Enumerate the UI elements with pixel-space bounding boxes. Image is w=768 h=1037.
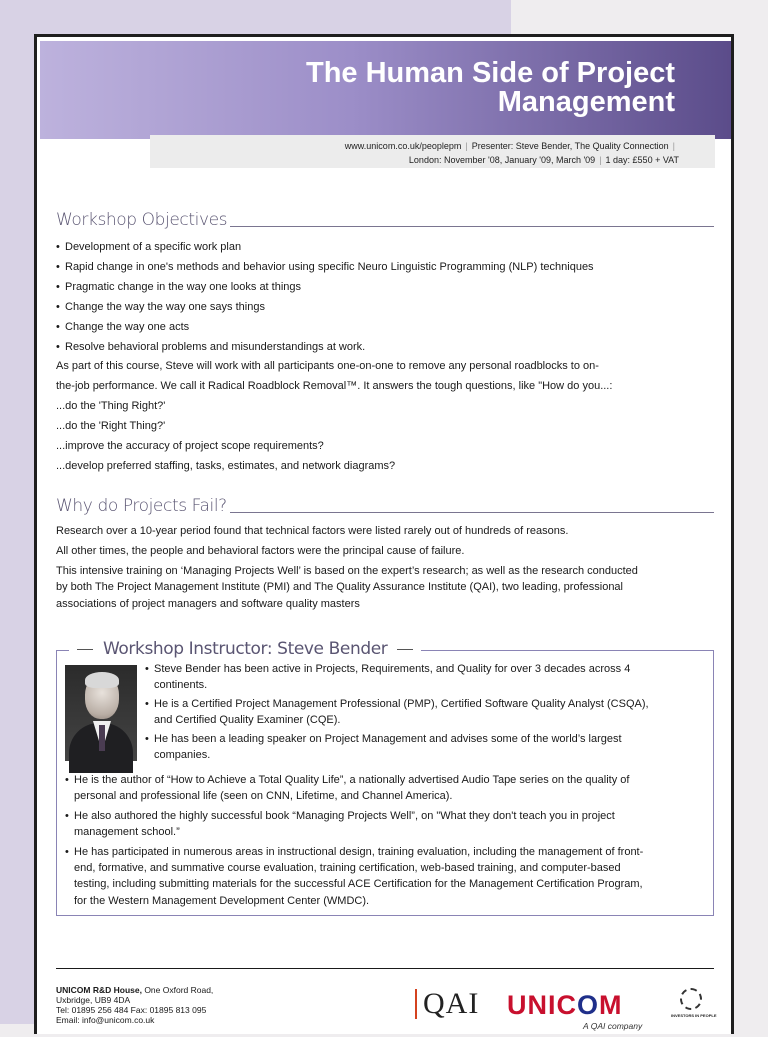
fail-paragraph: Research over a 10-year period found that technical factors were listed rarely out of hundreds of reasons.: [56, 525, 569, 537]
fail-body: [56, 523, 716, 612]
fail-paragraph-line: This intensive training on ‘Managing Projects Well’ is based on the expert’s research; as well as the research conducted: [56, 564, 638, 577]
company-name: UNICOM R&D House,: [56, 985, 142, 995]
instructor-bullets-top: [145, 661, 707, 763]
objectives-heading: Workshop Objectives: [56, 210, 714, 230]
page-title: [306, 59, 675, 117]
objectives-body: [56, 239, 716, 478]
instructor-bullet: • He has been a leading speaker on Project Management and advises some of the world’s largest companies.: [145, 731, 707, 764]
header-banner: [40, 41, 731, 139]
fail-paragraph-line: associations of project managers and software quality masters: [56, 597, 360, 610]
objectives-paragraph-line: the-job performance. We call it Radical Roadblock Removal™. It answers the tough questions, like "How do you...:: [56, 380, 613, 393]
fail-heading: Why do Projects Fail?: [56, 496, 714, 516]
objective-item: • Change the way one acts: [56, 319, 716, 335]
instructor-heading: Workshop Instructor: Steve Bender: [69, 639, 421, 659]
instructor-panel: [56, 639, 714, 916]
instructor-photo: [65, 665, 137, 761]
title-line-1: The Human Side of Project: [306, 57, 675, 89]
course-url-link[interactable]: www.unicom.co.uk/peoplepm: [344, 141, 462, 151]
qai-company-tagline: A QAI company: [583, 1021, 643, 1031]
question-item: ...do the 'Thing Right?': [56, 400, 166, 413]
unicom-logo: UNICOM: [507, 990, 623, 1020]
instructor-bullet: • He also authored the highly successful book “Managing Projects Well”, on "What they don't teach you in project management school.”: [65, 808, 707, 841]
footer-logos: [415, 987, 715, 1037]
email-link[interactable]: Email: info@unicom.co.uk: [56, 1015, 155, 1025]
investors-in-people-logo: INVESTORS IN PEOPLE: [677, 988, 705, 1018]
footer-address: UNICOM R&D House, One Oxford Road, Uxbridge, UB9 4DA Tel: 01895 256 484 Fax: 01895 813 095 Email: info@unicom.co.uk: [56, 985, 214, 1025]
phone-fax: Tel: 01895 256 484 Fax: 01895 813 095: [56, 1005, 207, 1015]
presenter-text: Presenter: Steve Bender, The Quality Connection: [471, 141, 669, 151]
instructor-bullet: • Steve Bender has been active in Projects, Requirements, and Quality for over 3 decades across 4 continents.: [145, 661, 707, 694]
instructor-bullet: • He is a Certified Project Management Professional (PMP), Certified Software Quality Analyst (CSQA), and Certified Quality Examiner (CQE).: [145, 696, 707, 729]
objective-item: • Resolve behavioral problems and misunderstandings at work.: [56, 339, 716, 355]
brochure-page: [34, 34, 734, 1034]
instructor-bullet: • He is the author of “How to Achieve a Total Quality Life”, a nationally advertised Audio Tape series on the quality of personal and professional life (seen on CNN, Lifetime, and Channel America).: [65, 772, 707, 805]
fail-paragraph: All other times, the people and behavioral factors were the principal cause of failure.: [56, 544, 465, 557]
objectives-paragraph-line: As part of this course, Steve will work with all participants one-on-one to remove any personal roadblocks to on-: [56, 360, 599, 373]
question-item: ...do the 'Right Thing?': [56, 420, 166, 433]
objective-item: • Change the way the way one says things: [56, 299, 716, 315]
dates-text: London: November '08, January '09, March '09: [408, 155, 596, 165]
title-line-2: Management: [497, 86, 675, 118]
objective-item: • Pragmatic change in the way one looks at things: [56, 279, 716, 295]
instructor-bullet: • He has participated in numerous areas in instructional design, training evaluation, including the management of front- end, formative, and summative course evaluation, training certification, web-based training, and computer-based testing, including submitting materials for the successful ACE Certification for the Management Certification Program, for the Western Management Development Center (WMDC).: [65, 844, 707, 910]
question-item: ...improve the accuracy of project scope requirements?: [56, 440, 324, 453]
objective-item: • Rapid change in one's methods and behavior using specific Neuro Linguistic Programming (NLP) techniques: [56, 259, 716, 275]
fail-paragraph-line: by both The Project Management Institute (PMI) and The Quality Assurance Institute (QAI), two leading, professional: [56, 581, 623, 594]
instructor-bullets-bottom: [65, 772, 707, 909]
qai-logo: QAI: [423, 987, 480, 1020]
course-info-bar: www.unicom.co.uk/peoplepm | Presenter: Steve Bender, The Quality Connection | London: November '08, January '09, March '09 | 1 day: £550 + VAT: [150, 135, 715, 168]
footer-divider: [56, 968, 714, 969]
price-text: 1 day: £550 + VAT: [605, 155, 679, 165]
objective-item: • Development of a specific work plan: [56, 239, 716, 255]
question-item: ...develop preferred staffing, tasks, estimates, and network diagrams?: [56, 459, 396, 472]
